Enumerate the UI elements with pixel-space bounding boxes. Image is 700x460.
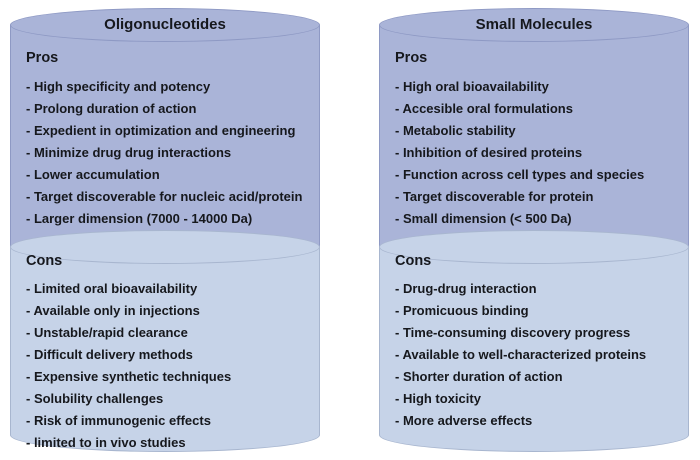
list-item: - Metabolic stability [395,123,516,138]
list-item: - Target discoverable for protein [395,189,594,204]
list-item: - Promicuous binding [395,303,529,318]
pros-heading-left: Pros [26,50,59,66]
pros-list-left [26,80,312,234]
column-small-molecules [379,8,689,452]
list-item: - Minimize drug drug interactions [26,145,232,160]
list-item: - Time-consuming discovery progress [395,325,631,340]
list-item: - Unstable/rapid clearance [26,325,188,340]
list-item: - Accesible oral formulations [395,101,573,116]
list-item: - Shorter duration of action [395,369,563,384]
list-item: - High toxicity [395,391,481,406]
list-item: - Small dimension (< 500 Da) [395,211,572,226]
list-item: - Available only in injections [26,303,200,318]
list-item: - High oral bioavailability [395,79,549,94]
cons-list-left [26,282,312,458]
column-oligonucleotides [10,8,320,452]
list-item: - Lower accumulation [26,167,160,182]
list-item: - Expensive synthetic techniques [26,369,232,384]
list-item: - High specificity and potency [26,79,211,94]
list-item: - Target discoverable for nucleic acid/protein [26,189,303,204]
list-item: - Larger dimension (7000 - 14000 Da) [26,211,253,226]
list-item: - limited to in vivo studies [26,435,186,450]
list-item: - Available to well-characterized proteins [395,347,647,362]
cons-list-right [395,282,681,436]
list-item: - Drug-drug interaction [395,281,537,296]
column-title-right: Small Molecules [475,16,593,33]
list-item: - Risk of immunogenic effects [26,413,211,428]
pros-list-right [395,80,681,234]
list-item: - Inhibition of desired proteins [395,145,583,160]
pros-heading-right: Pros [395,50,428,66]
list-item: - More adverse effects [395,413,533,428]
list-item: - Difficult delivery methods [26,347,193,362]
column-title-left: Oligonucleotides [104,16,226,33]
list-item: - Prolong duration of action [26,101,197,116]
list-item: - Function across cell types and species [395,167,645,182]
cons-heading-right: Cons [395,253,432,269]
list-item: - Expedient in optimization and engineering [26,123,296,138]
list-item: - Limited oral bioavailability [26,281,198,296]
cons-heading-left: Cons [26,253,63,269]
list-item: - Solubility challenges [26,391,164,406]
